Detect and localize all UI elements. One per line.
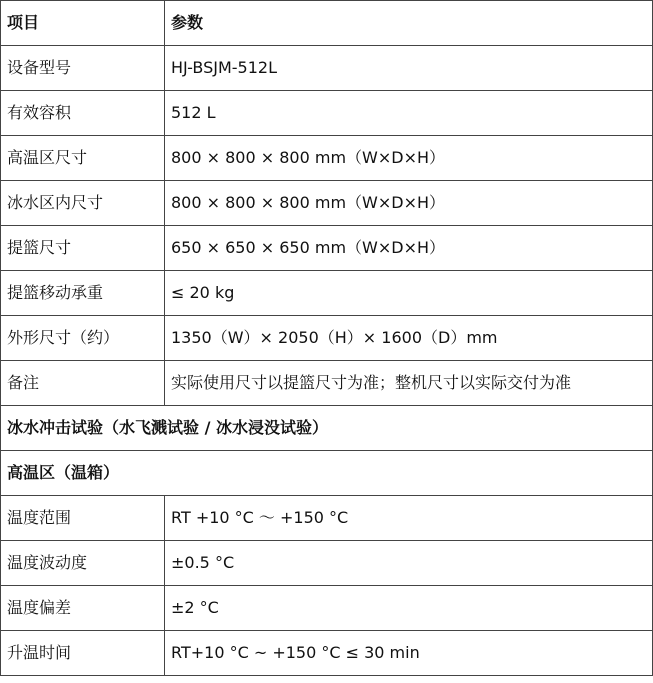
row-label: 冰水区内尺寸 [1,181,165,226]
section-title: 高温区（温箱） [1,451,653,496]
row-value: ≤ 20 kg [165,271,653,316]
row-value: ±2 °C [165,586,653,631]
header-param-cell: 参数 [165,1,653,46]
table-row [1,226,653,271]
row-label: 外形尺寸（约） [1,316,165,361]
row-value: 1350（W）× 2050（H）× 1600（D）mm [165,316,653,361]
row-value: 512 L [165,91,653,136]
table-row [1,361,653,406]
table-row [1,46,653,91]
section-title: 冰水冲击试验（水飞溅试验 / 冰水浸没试验） [1,406,653,451]
table-row [1,496,653,541]
header-item-cell: 项目 [1,1,165,46]
row-value: ±0.5 °C [165,541,653,586]
table-row [1,136,653,181]
row-label: 温度波动度 [1,541,165,586]
row-label: 有效容积 [1,91,165,136]
row-label: 提篮尺寸 [1,226,165,271]
row-value: 实际使用尺寸以提篮尺寸为准；整机尺寸以实际交付为准 [165,361,653,406]
row-label: 设备型号 [1,46,165,91]
section-row-high-temp [1,451,653,496]
table-row [1,586,653,631]
table-row [1,541,653,586]
table-row [1,631,653,676]
row-label: 高温区尺寸 [1,136,165,181]
row-label: 备注 [1,361,165,406]
row-value: 650 × 650 × 650 mm（W×D×H） [165,226,653,271]
row-label: 升温时间 [1,631,165,676]
table-row [1,91,653,136]
row-value: HJ-BSJM-512L [165,46,653,91]
row-label: 温度偏差 [1,586,165,631]
table-header-row [1,1,653,46]
row-value: RT +10 °C ～ +150 °C [165,496,653,541]
table-row [1,181,653,226]
row-label: 温度范围 [1,496,165,541]
row-value: 800 × 800 × 800 mm（W×D×H） [165,181,653,226]
row-value: 800 × 800 × 800 mm（W×D×H） [165,136,653,181]
row-value: RT+10 °C ~ +150 °C ≤ 30 min [165,631,653,676]
section-row-ice-water [1,406,653,451]
table-row [1,271,653,316]
table-row [1,316,653,361]
row-label: 提篮移动承重 [1,271,165,316]
